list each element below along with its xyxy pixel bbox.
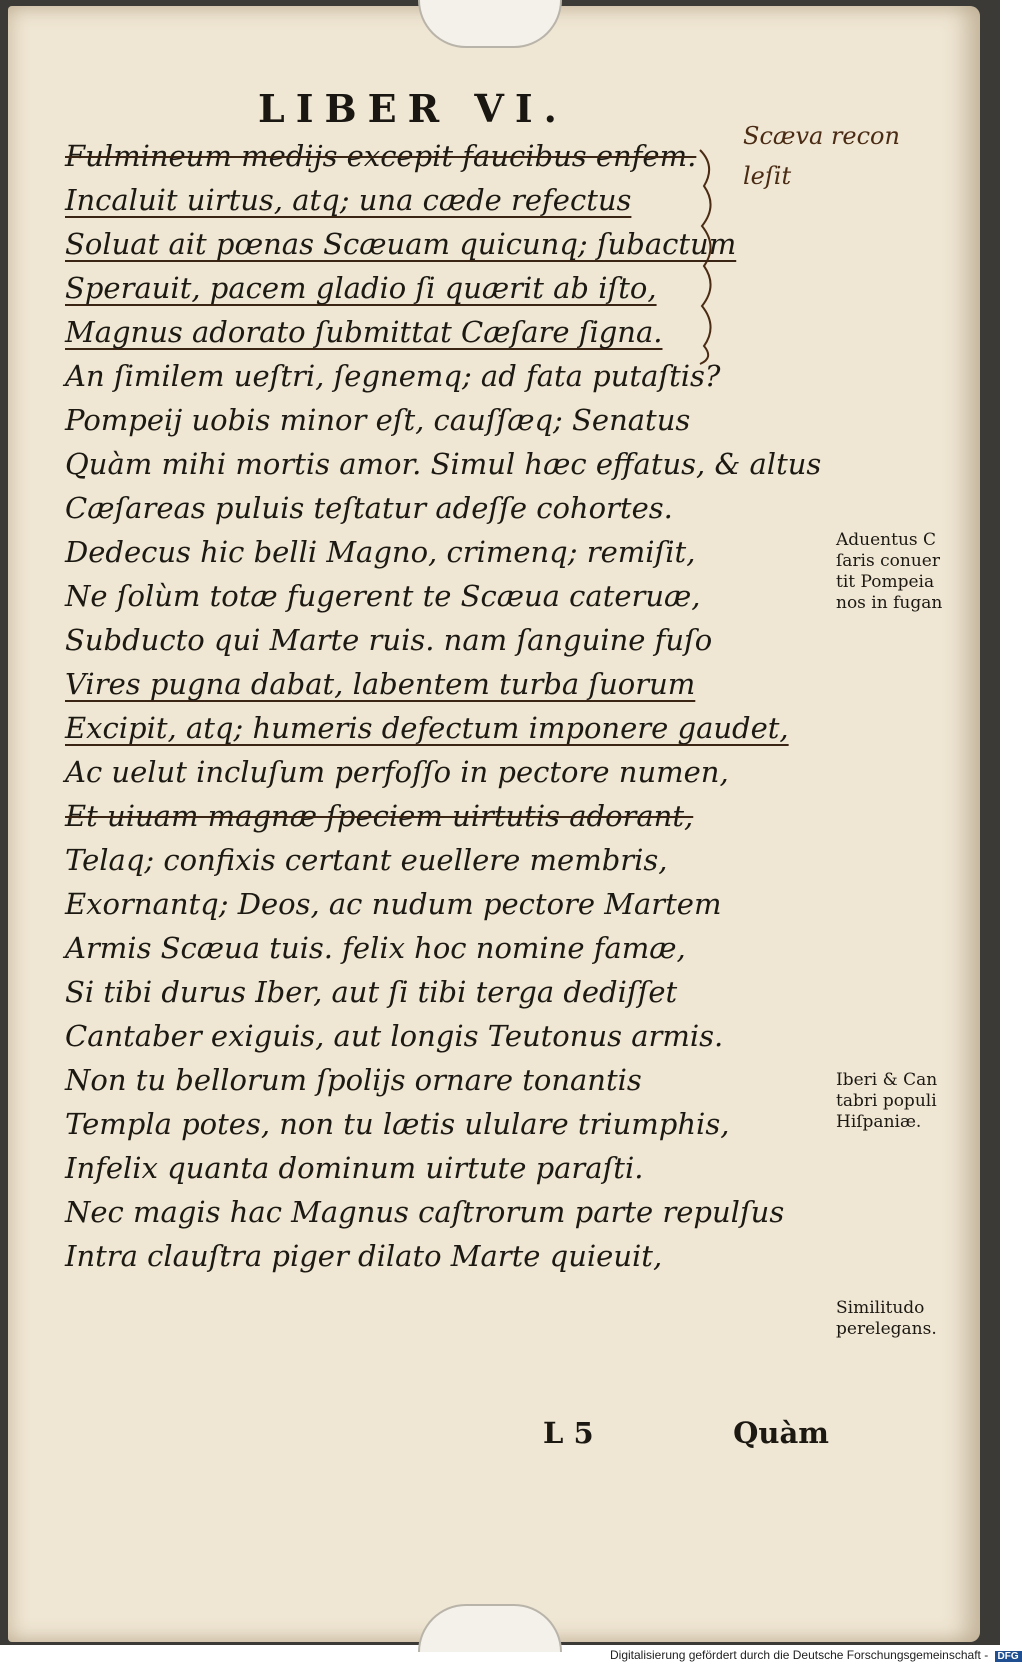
verse-line: Templa potes, non tu lætis ululare triumphis, xyxy=(65,1107,730,1141)
handwritten-line: leſit xyxy=(743,162,792,190)
verse-line: Nec magis hac Magnus caſtrorum parte repulſus xyxy=(65,1195,785,1229)
verse-line: Magnus adorato ſubmittat Cæſare ſigna. xyxy=(65,315,663,349)
marginal-note-line: Iberi & Can xyxy=(836,1070,938,1090)
verse-line: Cantaber exiguis, aut longis Teutonus armis. xyxy=(65,1019,724,1053)
verse-line: Cæſareas puluis teſtatur adeſſe cohortes. xyxy=(65,491,673,525)
verse-line: Dedecus hic belli Magno, crimenq; remiſit, xyxy=(65,535,696,569)
verse-line: Subducto qui Marte ruis. nam ſanguine fuſo xyxy=(65,623,713,657)
verse-line: Sperauit, pacem gladio ſi quærit ab iſto, xyxy=(65,271,657,305)
verse-line: Infelix quanta dominum uirtute paraſti. xyxy=(65,1151,644,1185)
verse-line: Fulmineum medijs excepit faucibus enfem. xyxy=(65,139,697,173)
marginal-note xyxy=(836,530,988,614)
dfg-logo: DFG xyxy=(995,1651,1022,1662)
credit-text: Digitalisierung gefördert durch die Deutsche Forschungsgemeinschaft - xyxy=(610,1648,989,1662)
verse-line: Telaq; confixis certant euellere membris, xyxy=(65,843,668,877)
page-footer-line xyxy=(543,1416,843,1450)
catchword: Quàm xyxy=(733,1416,829,1450)
verse-line: Non tu bellorum ſpolijs ornare tonantis xyxy=(65,1063,642,1097)
verse-line: Incaluit uirtus, atq; una cæde refectus xyxy=(65,183,632,217)
marginal-note xyxy=(836,1298,988,1340)
verse-line: Quàm mihi mortis amor. Simul hæc effatus, & altus xyxy=(65,447,822,481)
handwritten-line: Scæva recon xyxy=(743,122,900,150)
marginal-note-line: tabri populi xyxy=(836,1091,937,1111)
marginal-note-line: nos in fugan xyxy=(836,593,943,613)
verse-line: Vires pugna dabat, labentem turba ſuorum xyxy=(65,667,696,701)
marginal-note-line: perelegans. xyxy=(836,1319,937,1339)
verse-line: Ac uelut incluſum perfoſſo in pectore numen, xyxy=(65,755,729,789)
book-page xyxy=(8,6,980,1642)
verse-text xyxy=(65,134,825,1278)
verse-line: Excipit, atq; humeris defectum imponere gaudet, xyxy=(65,711,789,745)
verse-line: Pompeij uobis minor eſt, cauſſæq; Senatus xyxy=(65,403,691,437)
marginal-note-line: Aduentus C xyxy=(836,530,937,550)
marginal-note-line: ſaris conuer xyxy=(836,551,940,571)
verse-line: Ne ſolùm totæ fugerent te Scæua cateruæ, xyxy=(65,579,701,613)
verse-line: Si tibi durus Iber, aut ſi tibi terga dediſſet xyxy=(65,975,678,1009)
verse-line: An ſimilem ueſtri, ſegnemq; ad fata putaſtis? xyxy=(65,359,721,393)
verse-line: Soluat ait pœnas Scæuam quicunq; ſubactum xyxy=(65,227,737,261)
digitization-credit xyxy=(610,1648,1019,1662)
marginal-note-line: Similitudo xyxy=(836,1298,925,1318)
verse-line: Armis Scæua tuis. felix hoc nomine famæ, xyxy=(65,931,686,965)
verse-line: Et uiuam magnæ ſpeciem uirtutis adorant, xyxy=(65,799,694,833)
marginal-note xyxy=(836,1070,988,1133)
marginal-note-line: tit Pompeia xyxy=(836,572,935,592)
bottom-page-clip xyxy=(418,1604,562,1652)
signature-mark: L 5 xyxy=(543,1416,594,1450)
top-page-clip xyxy=(418,0,562,48)
verse-line: Exornantq; Deos, ac nudum pectore Martem xyxy=(65,887,722,921)
marginal-note-line: Hiſpaniæ. xyxy=(836,1112,922,1132)
running-title: LIBER VI. xyxy=(258,86,568,131)
verse-line: Intra clauſtra piger dilato Marte quieuit, xyxy=(65,1239,663,1273)
